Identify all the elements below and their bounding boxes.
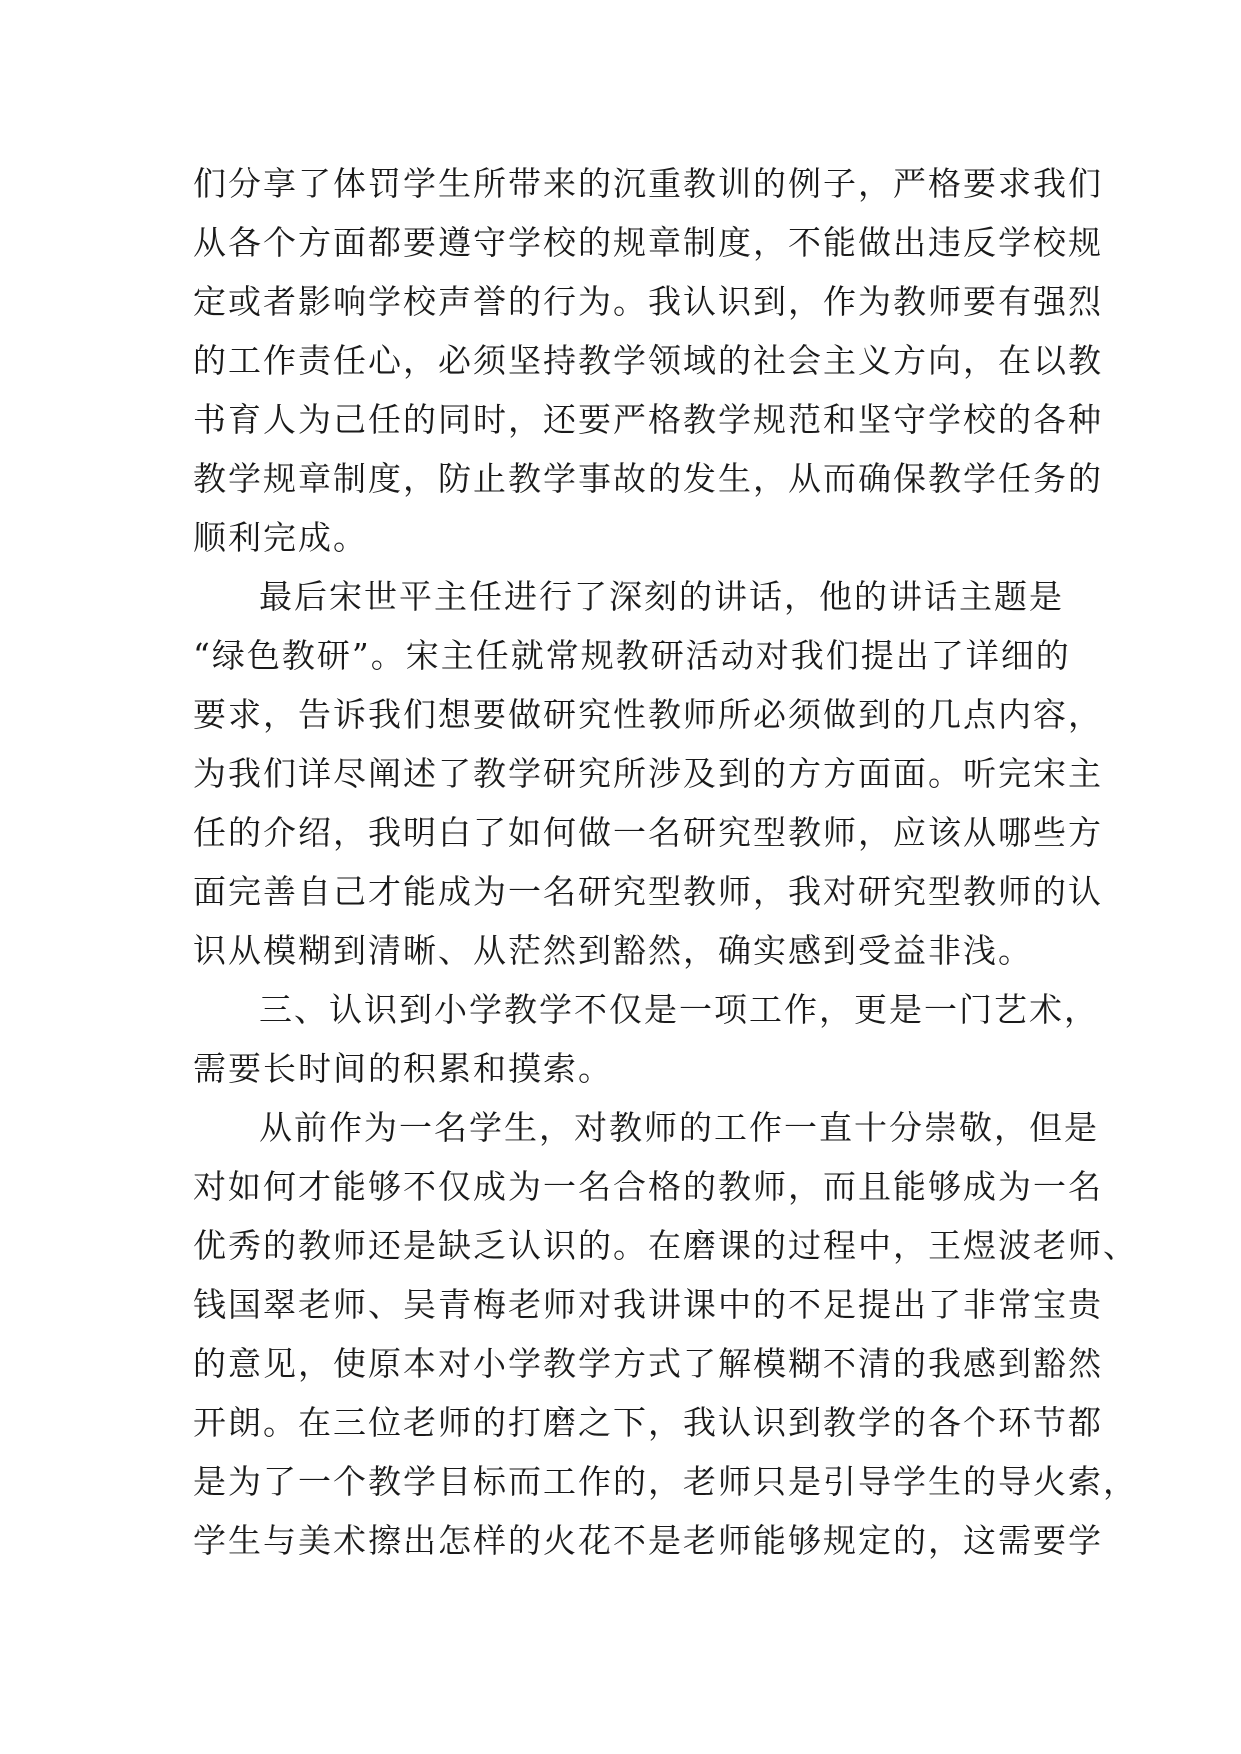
text-line: 任的介绍，我明白了如何做一名研究型教师，应该从哪些方 xyxy=(193,813,1103,852)
text-line: 们分享了体罚学生所带来的沉重教训的例子，严格要求我们 xyxy=(193,164,1103,203)
text-line: 钱国翠老师、吴青梅老师对我讲课中的不足提出了非常宝贵 xyxy=(193,1285,1103,1324)
text-line: 从各个方面都要遵守学校的规章制度，不能做出违反学校规 xyxy=(193,223,1103,262)
section-heading-continued: 需要长时间的积累和摸索。 xyxy=(193,1049,613,1088)
text-line: 的工作责任心，必须坚持教学领域的社会主义方向，在以教 xyxy=(193,341,1103,380)
text-line: 识从模糊到清晰、从茫然到豁然，确实感到受益非浅。 xyxy=(193,931,1033,970)
text-line: 面完善自己才能成为一名研究型教师，我对研究型教师的认 xyxy=(193,872,1103,911)
paragraph-first-line: 从前作为一名学生，对教师的工作一直十分崇敬，但是 xyxy=(259,1108,1099,1147)
text-line: 顺利完成。 xyxy=(193,518,368,557)
text-line: 定或者影响学校声誉的行为。我认识到，作为教师要有强烈 xyxy=(193,282,1103,321)
body-text xyxy=(193,154,1138,1570)
text-line: 开朗。在三位老师的打磨之下，我认识到教学的各个环节都 xyxy=(193,1403,1103,1442)
text-line: “绿色教研”。宋主任就常规教研活动对我们提出了详细的 xyxy=(193,636,1071,675)
text-line: 学生与美术擦出怎样的火花不是老师能够规定的，这需要学 xyxy=(193,1521,1103,1560)
text-line: 教学规章制度，防止教学事故的发生，从而确保教学任务的 xyxy=(193,459,1103,498)
text-line: 的意见，使原本对小学教学方式了解模糊不清的我感到豁然 xyxy=(193,1344,1103,1383)
section-heading: 三、认识到小学教学不仅是一项工作，更是一门艺术， xyxy=(259,990,1099,1029)
text-line: 书育人为己任的同时，还要严格教学规范和坚守学校的各种 xyxy=(193,400,1103,439)
text-line: 要求，告诉我们想要做研究性教师所必须做到的几点内容， xyxy=(193,695,1103,734)
text-line: 为我们详尽阐述了教学研究所涉及到的方方面面。听完宋主 xyxy=(193,754,1103,793)
text-line: 优秀的教师还是缺乏认识的。在磨课的过程中，王煜波老师、 xyxy=(193,1226,1138,1265)
text-line: 对如何才能够不仅成为一名合格的教师，而且能够成为一名 xyxy=(193,1167,1103,1206)
text-line: 是为了一个教学目标而工作的，老师只是引导学生的导火索， xyxy=(193,1462,1138,1501)
paragraph-first-line: 最后宋世平主任进行了深刻的讲话，他的讲话主题是 xyxy=(259,577,1064,616)
